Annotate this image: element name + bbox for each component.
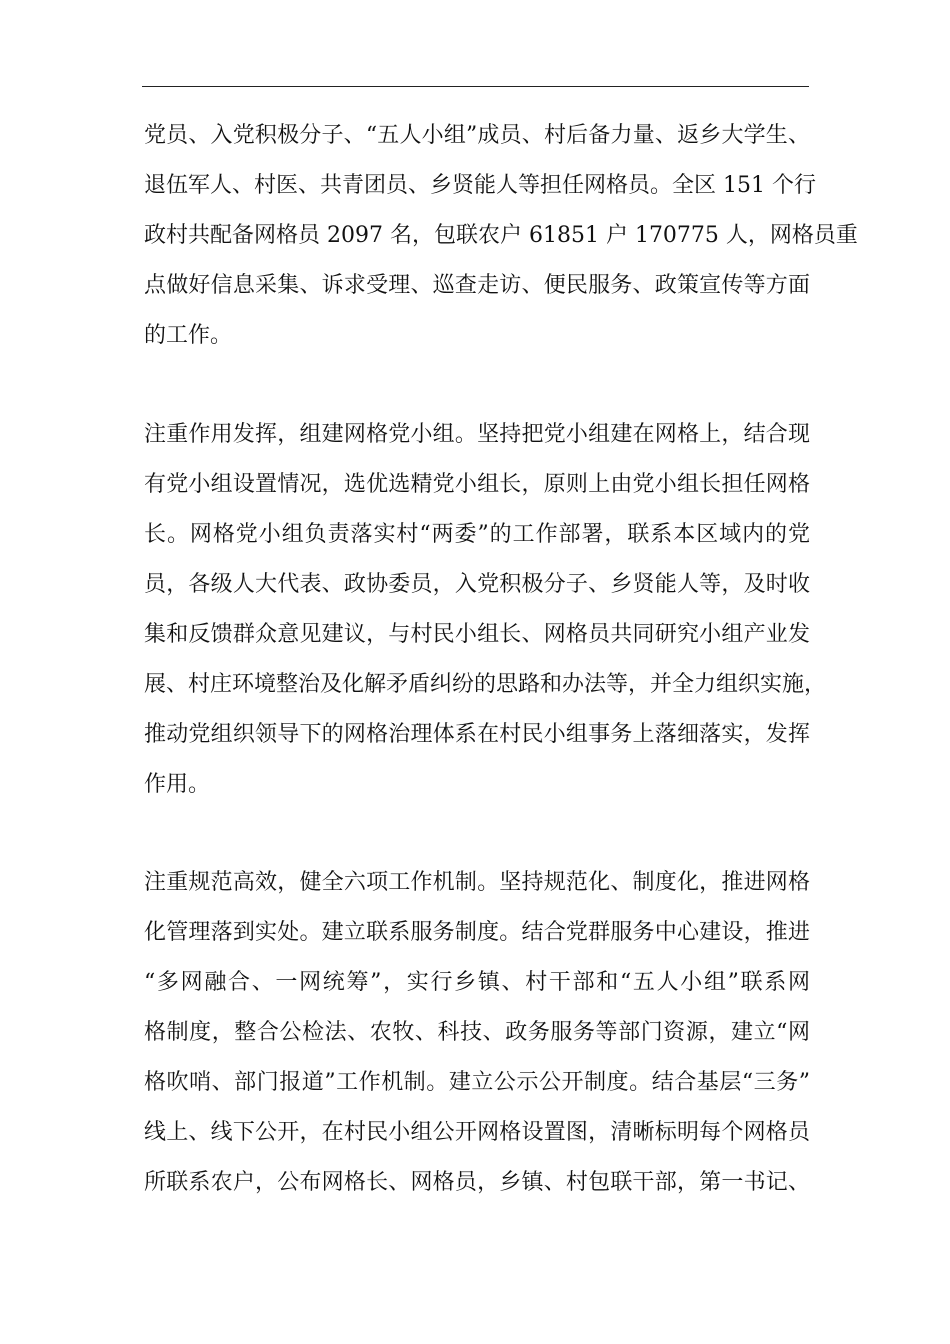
text-line: 长。网格党小组负责落实村“两委”的工作部署，联系本区域内的党 (144, 522, 810, 547)
text-line: 有党小组设置情况，选优选精党小组长，原则上由党小组长担任网格 (144, 472, 810, 497)
text-line: 注重规范高效，健全六项工作机制。坚持规范化、制度化，推进网格 (144, 870, 810, 895)
text-line: 推动党组织领导下的网格治理体系在村民小组事务上落细落实，发挥 (144, 722, 810, 747)
text-line: 展、村庄环境整治及化解矛盾纠纷的思路和办法等，并全力组织实施， (144, 672, 827, 697)
text-line: 化管理落到实处。建立联系服务制度。结合党群服务中心建设，推进 (144, 920, 810, 945)
text-line: 员，各级人大代表、政协委员，入党积极分子、乡贤能人等，及时收 (144, 572, 810, 597)
text-line: 作用。 (144, 772, 211, 797)
text-line: 集和反馈群众意见建议，与村民小组长、网格员共同研究小组产业发 (144, 622, 810, 647)
text-line: 退伍军人、村医、共青团员、乡贤能人等担任网格员。全区 151 个行 (144, 173, 816, 198)
text-line: 政村共配备网格员 2097 名，包联农户 61851 户 170775 人，网格员重 (144, 223, 858, 248)
text-line: 所联系农户，公布网格长、网格员，乡镇、村包联干部，第一书记、 (144, 1170, 810, 1195)
text-line: 线上、线下公开，在村民小组公开网格设置图，清晰标明每个网格员 (144, 1120, 810, 1145)
text-line: 格制度，整合公检法、农牧、科技、政务服务等部门资源，建立“网 (144, 1020, 810, 1045)
text-line: 党员、入党积极分子、“五人小组”成员、村后备力量、返乡大学生、 (144, 123, 810, 148)
text-line: “多网融合、一网统筹”，实行乡镇、村干部和“五人小组”联系网 (144, 970, 810, 995)
paragraph-1 (144, 111, 858, 361)
paragraph-3 (144, 858, 810, 1208)
text-line: 点做好信息采集、诉求受理、巡查走访、便民服务、政策宣传等方面 (144, 273, 810, 298)
text-line: 的工作。 (144, 323, 233, 348)
text-line: 格吹哨、部门报道”工作机制。建立公示公开制度。结合基层“三务” (144, 1070, 810, 1095)
text-line: 注重作用发挥，组建网格党小组。坚持把党小组建在网格上，结合现 (144, 422, 810, 447)
header-rule (142, 86, 809, 87)
paragraph-2 (144, 410, 827, 810)
